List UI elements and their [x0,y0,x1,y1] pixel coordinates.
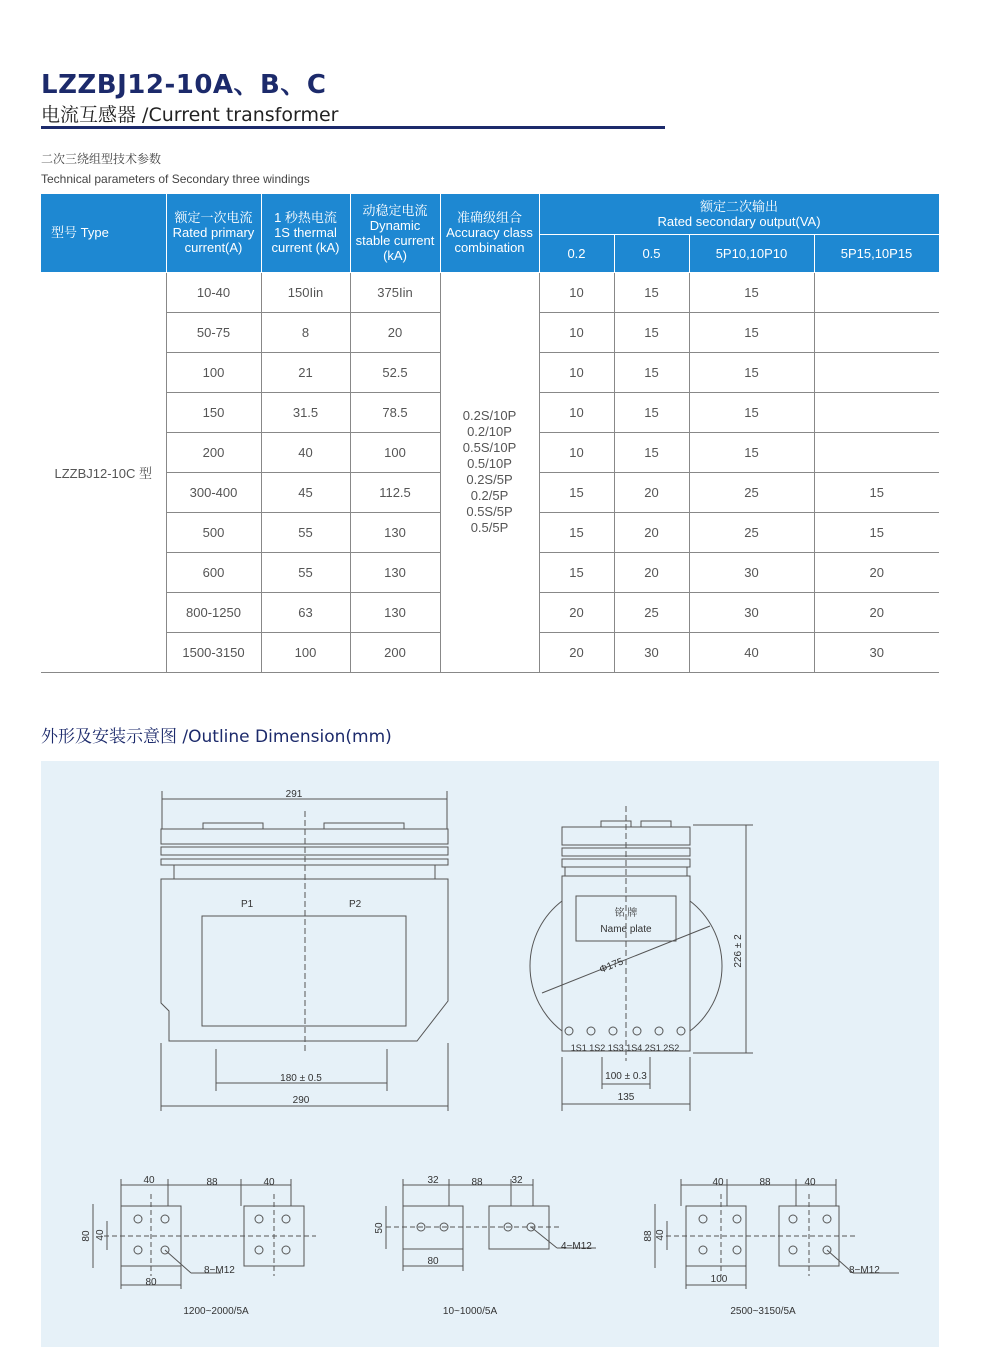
side-diameter: Φ175 [598,956,625,976]
table-cell: 1500-3150 [166,632,261,672]
accuracy-item: 0.5/10P [467,456,512,471]
d1-bottom: 80 [145,1277,157,1288]
table-cell: 10-40 [166,272,261,312]
d1-label: 1200~2000/5A [183,1306,249,1317]
table-cell [814,272,939,312]
table-cell: 130 [350,552,440,592]
table-cell: 45 [261,472,350,512]
table-cell: 20 [614,512,689,552]
d2-dim3: 32 [511,1175,523,1186]
d2-dim1: 32 [427,1175,439,1186]
table-cell: 20 [539,632,614,672]
table-row [41,272,939,312]
d2-v1: 50 [374,1222,385,1234]
header-out-5p15: 5P15,10P15 [814,234,939,272]
table-cell: 130 [350,512,440,552]
header-primary-cn: 额定一次电流 [174,210,253,226]
front-dim-inner: 180 ± 0.5 [280,1073,322,1084]
table-cell: 15 [814,472,939,512]
d1-v1: 80 [81,1230,92,1242]
header-type: 型号 Type [41,194,166,272]
table-cell: 150Iin [261,272,350,312]
table-cell: 200 [166,432,261,472]
nameplate-en: Name plate [600,924,652,935]
accuracy-cell [440,272,539,672]
d3-v1: 88 [643,1230,654,1242]
table-cell: 31.5 [261,392,350,432]
table-cell: 78.5 [350,392,440,432]
table-cell: 15 [614,352,689,392]
table-cell: 15 [689,272,814,312]
front-p1: P1 [241,899,254,910]
d2-label: 10~1000/5A [442,1306,498,1317]
side-view [530,806,753,1111]
table-cell: 10 [539,312,614,352]
table-cell [814,432,939,472]
table-cell [814,312,939,352]
table-cell: 300-400 [166,472,261,512]
nameplate-cn: 铭 牌 [614,908,638,919]
table-cell: 55 [261,512,350,552]
header-out-05: 0.5 [614,234,689,272]
outline-drawing [41,761,939,1347]
table-cell: 375Iin [350,272,440,312]
page-subtitle: 电流互感器 /Current transformer [41,104,339,126]
table-cell: 150 [166,392,261,432]
outline-svg [41,761,939,1347]
table-cell: 112.5 [350,472,440,512]
table-cell: 100 [350,432,440,472]
page-title: LZZBJ12-10A、B、C [41,70,327,100]
table-cell: 30 [614,632,689,672]
table-cell: 10 [539,352,614,392]
header-primary [166,194,261,272]
table-cell: 55 [261,552,350,592]
side-dim-width: 135 [617,1092,635,1103]
d3-dim1: 40 [712,1177,724,1188]
table-cell: 15 [689,392,814,432]
d1-v2: 40 [95,1229,106,1241]
table-cell [814,352,939,392]
side-dim-inner: 100 ± 0.3 [605,1071,647,1082]
table-cell: 500 [166,512,261,552]
table-cell: 30 [689,552,814,592]
table-cell: 63 [261,592,350,632]
header-primary-en: Rated primary current(A) [172,225,255,256]
table-cell: 130 [350,592,440,632]
table-cell: 10 [539,432,614,472]
table-cell: 15 [614,272,689,312]
table-cell [814,392,939,432]
table-cell: 15 [814,512,939,552]
table-cell: 15 [689,432,814,472]
table-cell: 15 [614,392,689,432]
header-out-02: 0.2 [539,234,614,272]
d1-bolt: 8−M12 [204,1265,235,1276]
side-terminals: 1S1 1S2 1S3 1S4 2S1 2S2 [570,1043,680,1053]
table-cell: 30 [689,592,814,632]
accuracy-item: 0.5S/5P [466,504,513,519]
accuracy-item: 0.2/10P [467,424,512,439]
accuracy-item: 0.2/5P [470,488,509,503]
table-cell: 20 [614,552,689,592]
table-cell: 20 [814,592,939,632]
d1-dim1: 40 [143,1175,155,1186]
d3-label: 2500~3150/5A [730,1306,796,1317]
table-cell: 52.5 [350,352,440,392]
spec-table [41,194,940,673]
header-dynamic-cn: 动稳定电流 [362,202,428,218]
header-dynamic-en: Dynamic stable current (kA) [355,217,435,263]
table-cell: 25 [689,512,814,552]
front-p2: P2 [349,899,362,910]
header-thermal [261,194,350,272]
d3-dim3: 40 [804,1177,816,1188]
table-caption-en: Technical parameters of Secondary three windings [41,172,310,186]
front-view [161,791,448,1111]
type-cell: LZZBJ12-10C 型 [41,272,166,672]
front-dim-top: 291 [285,789,303,800]
header-accuracy-en: Accuracy class combination [446,225,533,256]
table-cell: 600 [166,552,261,592]
table-cell: 20 [814,552,939,592]
header-output-en: Rated secondary output(VA) [657,213,821,229]
table-cell: 30 [814,632,939,672]
d2-dim2: 88 [471,1177,483,1188]
header-thermal-cn: 1 秒热电流 [274,210,337,226]
table-cell: 15 [539,552,614,592]
header-thermal-en: 1S thermal current (kA) [271,225,340,256]
d2-bolt: 4−M12 [561,1241,592,1252]
d3-bolt: 8−M12 [849,1265,880,1276]
table-cell: 40 [689,632,814,672]
table-cell: 15 [614,432,689,472]
d1-dim3: 40 [263,1177,275,1188]
table-cell: 100 [166,352,261,392]
accuracy-item: 0.5S/10P [462,440,517,455]
table-cell: 10 [539,392,614,432]
table-cell: 15 [689,312,814,352]
table-cell: 15 [539,472,614,512]
outline-title: 外形及安装示意图 /Outline Dimension(mm) [41,727,392,747]
table-cell: 20 [614,472,689,512]
front-dim-bottom: 290 [292,1095,310,1106]
table-cell: 200 [350,632,440,672]
table-cell: 25 [689,472,814,512]
table-cell: 20 [350,312,440,352]
table-cell: 15 [689,352,814,392]
table-cell: 8 [261,312,350,352]
d2-bottom: 80 [427,1256,439,1267]
accuracy-item: 0.5/5P [470,520,509,535]
table-cell: 15 [539,512,614,552]
table-caption-cn: 二次三绕组型技术参数 [41,152,162,166]
table-cell: 10 [539,272,614,312]
table-cell: 800-1250 [166,592,261,632]
d3-dim2: 88 [759,1177,771,1188]
d3-bottom: 100 [710,1274,728,1285]
detail-2 [386,1179,596,1271]
title-underline [41,126,665,129]
table-cell: 25 [614,592,689,632]
table-cell: 20 [539,592,614,632]
table-cell: 40 [261,432,350,472]
header-output-cn: 额定二次输出 [700,198,779,214]
d3-v2: 40 [655,1229,666,1241]
header-accuracy [440,194,539,272]
table-cell: 21 [261,352,350,392]
table-cell: 100 [261,632,350,672]
table-cell: 50-75 [166,312,261,352]
header-accuracy-cn: 准确级组合 [456,210,522,226]
side-height: 226 ± 2 [733,934,744,968]
table-cell: 15 [614,312,689,352]
d1-dim2: 88 [206,1177,218,1188]
accuracy-item: 0.2S/10P [462,408,517,423]
header-dynamic [350,194,440,272]
accuracy-item: 0.2S/5P [466,472,513,487]
header-output [539,194,939,234]
header-out-5p10: 5P10,10P10 [689,234,814,272]
